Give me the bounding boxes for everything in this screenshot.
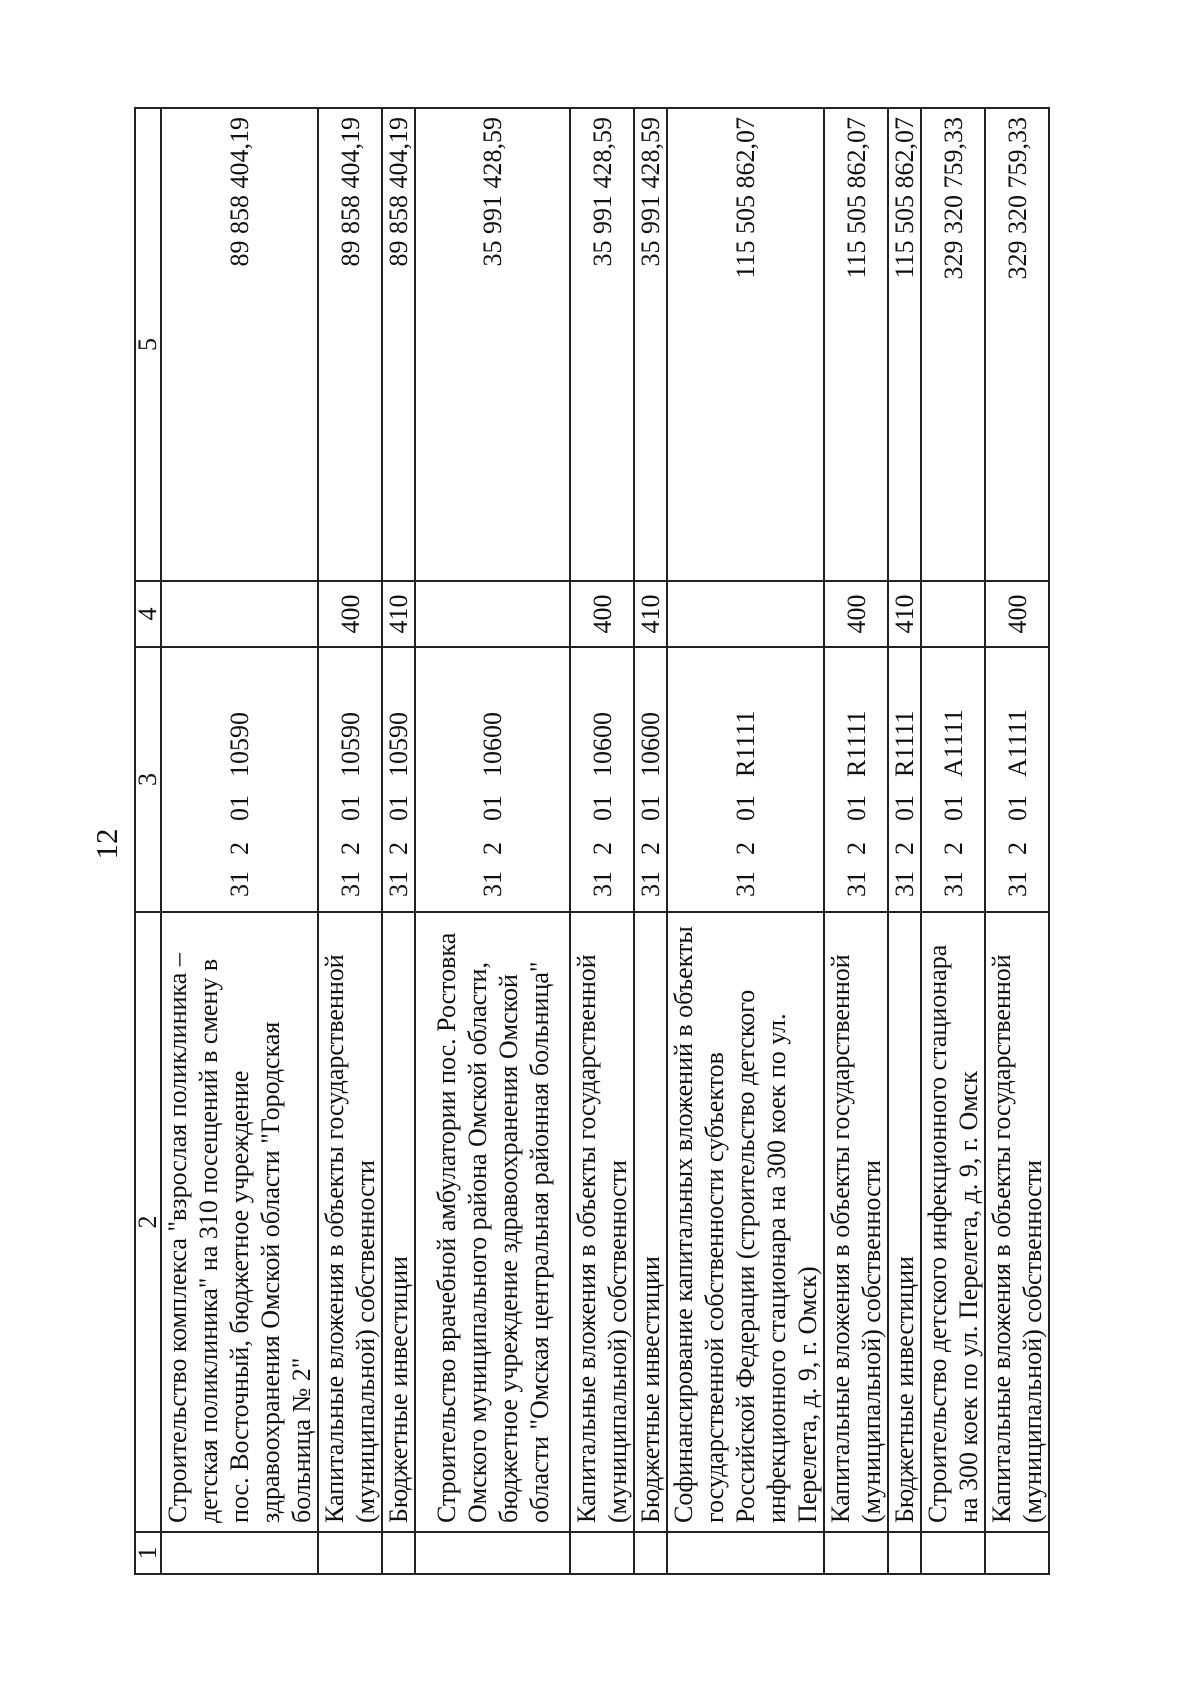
row-number-cell bbox=[318, 1532, 382, 1574]
row-number-cell bbox=[161, 1532, 318, 1574]
header-col-2: 2 bbox=[135, 912, 161, 1532]
code-direction: 10590 bbox=[335, 712, 365, 777]
code-subprogram: 2 bbox=[636, 842, 665, 855]
table-row bbox=[570, 108, 634, 1574]
table-header-row bbox=[135, 108, 161, 1574]
table-row bbox=[318, 108, 382, 1574]
row-number-cell bbox=[634, 1532, 667, 1574]
code-event: 01 bbox=[938, 795, 968, 821]
row-description: Строительство детского инфекционного стационара на 300 коек по ул. Перелета, д. 9, г. Омск bbox=[921, 912, 985, 1532]
row-description: Строительство комплекса "взрослая поликлиника – детская поликлиника" на 310 посещений в смену в пос. Восточный, бюджетное учреждение здравоохранения Омской области "Городская больница № 2" bbox=[161, 912, 318, 1532]
row-amount: 89 858 404,19 bbox=[318, 108, 382, 581]
row-amount: 115 505 862,07 bbox=[888, 108, 921, 581]
table-row bbox=[415, 108, 570, 1574]
budget-table bbox=[134, 107, 1050, 1575]
row-description: Капитальные вложения в объекты государственной (муниципальной) собственности bbox=[318, 912, 382, 1532]
code-direction: 10600 bbox=[587, 712, 617, 777]
code-event: 01 bbox=[478, 795, 507, 821]
row-number-cell bbox=[824, 1532, 888, 1574]
code-program: 31 bbox=[890, 871, 919, 897]
code-program: 31 bbox=[225, 871, 254, 897]
table-row bbox=[634, 108, 667, 1574]
code-event: 01 bbox=[587, 795, 617, 821]
code-event: 01 bbox=[335, 795, 365, 821]
row-code-cell bbox=[888, 647, 921, 912]
header-col-3: 3 bbox=[135, 647, 161, 912]
row-expense-type: 400 bbox=[318, 581, 382, 647]
row-number-cell bbox=[985, 1532, 1049, 1574]
code-program: 31 bbox=[938, 871, 968, 897]
row-description: Капитальные вложения в объекты государственной (муниципальной) собственности bbox=[985, 912, 1049, 1532]
row-number-cell bbox=[382, 1532, 415, 1574]
code-direction: 10590 bbox=[384, 712, 413, 777]
table-row bbox=[985, 108, 1049, 1574]
code-program: 31 bbox=[636, 871, 665, 897]
code-program: 31 bbox=[478, 871, 507, 897]
row-amount: 89 858 404,19 bbox=[161, 108, 318, 581]
code-event: 01 bbox=[384, 795, 413, 821]
row-amount: 115 505 862,07 bbox=[824, 108, 888, 581]
row-description: Строительство врачебной амбулатории пос. Ростовка Омского муниципального района Омской области, бюджетное учреждение здравоохранения Омской области "Омская центральная районная больница" bbox=[415, 912, 570, 1532]
row-amount: 329 320 759,33 bbox=[921, 108, 985, 581]
table-row bbox=[667, 108, 824, 1574]
code-program: 31 bbox=[731, 871, 760, 897]
row-amount: 89 858 404,19 bbox=[382, 108, 415, 581]
row-expense-type: 410 bbox=[888, 581, 921, 647]
code-subprogram: 2 bbox=[587, 842, 617, 855]
row-number-cell bbox=[667, 1532, 824, 1574]
page-number: 12 bbox=[89, 828, 124, 860]
row-number-cell bbox=[888, 1532, 921, 1574]
code-direction: A1111 bbox=[938, 709, 968, 777]
header-col-4: 4 bbox=[135, 581, 161, 647]
row-code-cell bbox=[415, 647, 570, 912]
code-program: 31 bbox=[1002, 871, 1032, 897]
code-program: 31 bbox=[335, 871, 365, 897]
code-event: 01 bbox=[731, 795, 760, 821]
code-program: 31 bbox=[841, 871, 871, 897]
row-code-cell bbox=[570, 647, 634, 912]
row-description: Софинансирование капитальных вложений в объекты государственной собственности субъектов Российской Федерации (строительство детского инфекционного стационара на 300 коек по ул. Перелета, д. 9, г. Омск) bbox=[667, 912, 824, 1532]
code-subprogram: 2 bbox=[478, 842, 507, 855]
code-event: 01 bbox=[1002, 795, 1032, 821]
row-expense-type: 400 bbox=[570, 581, 634, 647]
code-event: 01 bbox=[890, 795, 919, 821]
code-subprogram: 2 bbox=[1002, 842, 1032, 855]
code-program: 31 bbox=[384, 871, 413, 897]
row-code-cell bbox=[382, 647, 415, 912]
code-direction: 10600 bbox=[478, 712, 507, 777]
row-number-cell bbox=[570, 1532, 634, 1574]
row-amount: 35 991 428,59 bbox=[570, 108, 634, 581]
code-event: 01 bbox=[636, 795, 665, 821]
code-event: 01 bbox=[225, 795, 254, 821]
row-code-cell bbox=[161, 647, 318, 912]
row-amount: 35 991 428,59 bbox=[634, 108, 667, 581]
code-subprogram: 2 bbox=[938, 842, 968, 855]
row-code-cell bbox=[985, 647, 1049, 912]
row-expense-type: 410 bbox=[634, 581, 667, 647]
row-code-cell bbox=[318, 647, 382, 912]
row-description: Капитальные вложения в объекты государственной (муниципальной) собственности bbox=[824, 912, 888, 1532]
code-subprogram: 2 bbox=[335, 842, 365, 855]
row-description: Бюджетные инвестиции bbox=[382, 912, 415, 1532]
row-code-cell bbox=[921, 647, 985, 912]
table-row bbox=[824, 108, 888, 1574]
row-amount: 329 320 759,33 bbox=[985, 108, 1049, 581]
code-direction: 10590 bbox=[225, 712, 254, 777]
code-subprogram: 2 bbox=[841, 842, 871, 855]
row-code-cell bbox=[824, 647, 888, 912]
table-row bbox=[888, 108, 921, 1574]
code-subprogram: 2 bbox=[225, 842, 254, 855]
table-row bbox=[921, 108, 985, 1574]
code-subprogram: 2 bbox=[731, 842, 760, 855]
table-row bbox=[382, 108, 415, 1574]
code-subprogram: 2 bbox=[384, 842, 413, 855]
row-expense-type: 400 bbox=[824, 581, 888, 647]
code-direction: A1111 bbox=[1002, 709, 1032, 777]
table-row bbox=[161, 108, 318, 1574]
code-direction: R1111 bbox=[890, 710, 919, 777]
row-amount: 115 505 862,07 bbox=[667, 108, 824, 581]
header-col-5: 5 bbox=[135, 108, 161, 581]
row-description: Капитальные вложения в объекты государственной (муниципальной) собственности bbox=[570, 912, 634, 1532]
row-expense-type bbox=[921, 581, 985, 647]
row-code-cell bbox=[634, 647, 667, 912]
table-body bbox=[135, 108, 1049, 1574]
row-code-cell bbox=[667, 647, 824, 912]
code-direction: 10600 bbox=[636, 712, 665, 777]
header-col-1: 1 bbox=[135, 1532, 161, 1574]
code-direction: R1111 bbox=[841, 710, 871, 777]
code-subprogram: 2 bbox=[890, 842, 919, 855]
row-description: Бюджетные инвестиции bbox=[888, 912, 921, 1532]
code-program: 31 bbox=[587, 871, 617, 897]
row-description: Бюджетные инвестиции bbox=[634, 912, 667, 1532]
row-expense-type bbox=[667, 581, 824, 647]
row-number-cell bbox=[415, 1532, 570, 1574]
code-event: 01 bbox=[841, 795, 871, 821]
row-number-cell bbox=[921, 1532, 985, 1574]
row-expense-type bbox=[161, 581, 318, 647]
row-expense-type bbox=[415, 581, 570, 647]
row-amount: 35 991 428,59 bbox=[415, 108, 570, 581]
code-direction: R1111 bbox=[731, 710, 760, 777]
row-expense-type: 410 bbox=[382, 581, 415, 647]
row-expense-type: 400 bbox=[985, 581, 1049, 647]
